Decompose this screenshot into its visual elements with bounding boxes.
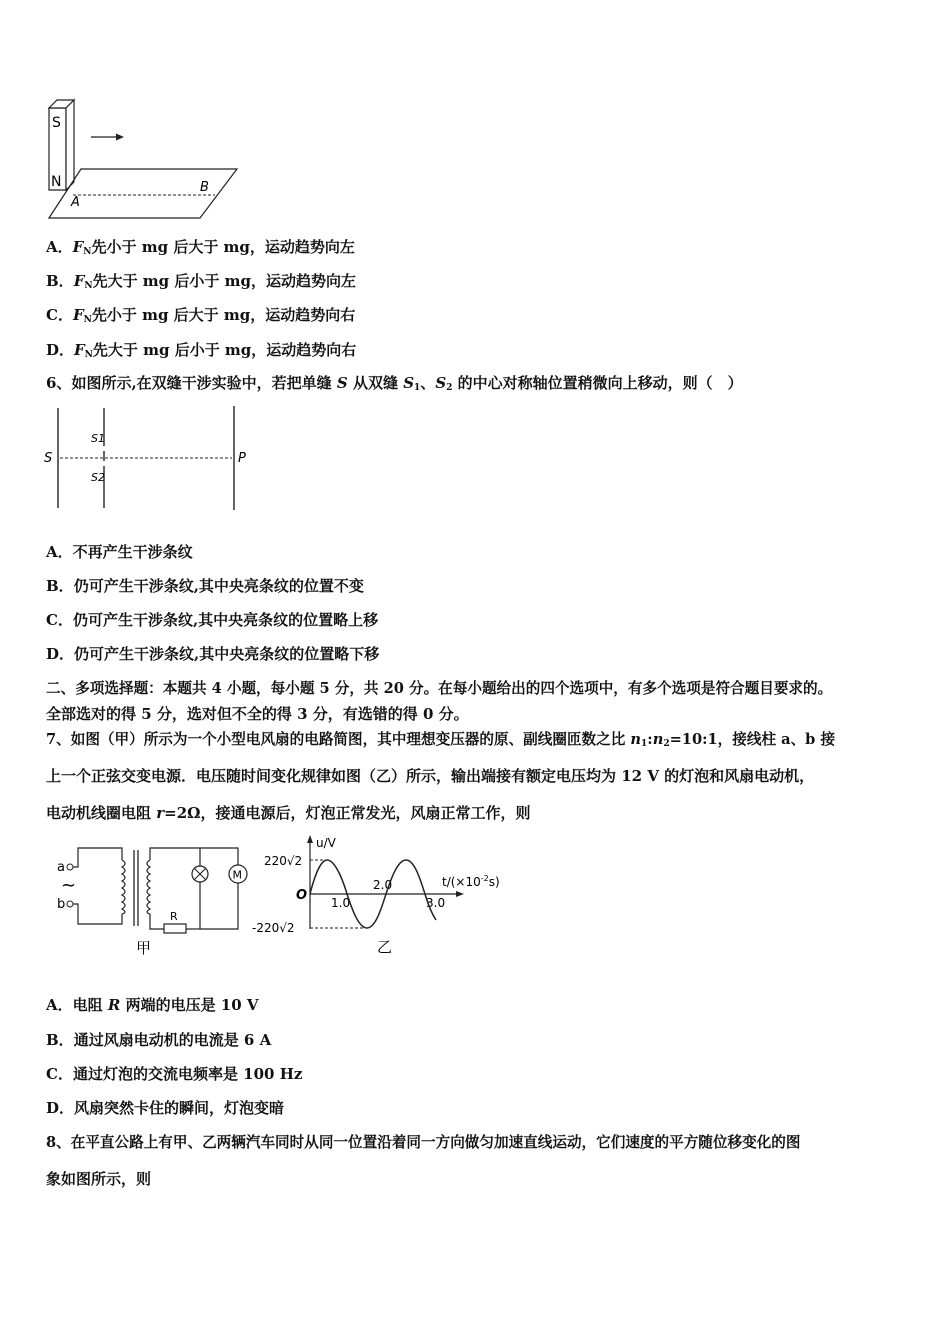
q7-option-a[interactable]: A．电阻 R 两端的电压是 10 V [46, 996, 259, 1014]
q8-stem-line1: 8、在平直公路上有甲、乙两辆汽车同时从同一位置沿着同一方向做匀加速直线运动，它们速度的平方随位移变化的图 [46, 1134, 801, 1151]
q7-option-c[interactable]: C．通过灯泡的交流电频率是 100 Hz [46, 1065, 303, 1083]
slit-s2-label: S2 [91, 471, 105, 484]
resistor-r-label: R [170, 910, 178, 923]
v-max-label: 220√2 [264, 854, 303, 868]
resistor-r [164, 924, 186, 933]
terminal-b-label: b [57, 897, 66, 912]
q7-stem-line1: 7、如图（甲）所示为一个小型电风扇的电路简图，其中理想变压器的原、副线圈匝数之比 $n_1:n_2=10:1$，接线柱 a、b 接 [46, 731, 836, 749]
q5-option-d[interactable]: D．$F_N$先大于 mg 后小于 mg，运动趋势向右 [46, 341, 357, 360]
tick-1: 1.0 [331, 896, 351, 910]
ac-source-symbol: ~ [61, 875, 77, 896]
terminal-a-label: a [57, 860, 65, 875]
slit-s-label: S [44, 451, 53, 466]
terminal-a [67, 864, 73, 870]
q7-option-b[interactable]: B．通过风扇电动机的电流是 6 A [46, 1031, 272, 1049]
section2-line1: 二、多项选择题：本题共 4 小题，每小题 5 分，共 20 分。在每小题给出的四个选项中，有多个选项是符合题目要求的。 [46, 680, 833, 697]
loop-b-label: B [200, 180, 209, 195]
q6-option-b[interactable]: B．仍可产生干涉条纹,其中央亮条纹的位置不变 [46, 577, 364, 595]
q6-option-d[interactable]: D．仍可产生干涉条纹,其中央亮条纹的位置略下移 [46, 645, 380, 663]
loop-a-label: A [71, 195, 80, 210]
q5-option-c[interactable]: C．$F_N$先小于 mg 后大于 mg，运动趋势向右 [46, 306, 356, 325]
q7-option-d[interactable]: D．风扇突然卡住的瞬间，灯泡变暗 [46, 1099, 285, 1117]
screen-p-label: P [238, 451, 246, 466]
q7-stem-line2: 上一个正弦交变电源．电压随时间变化规律如图（乙）所示，输出端接有额定电压均为 12 V 的灯泡和风扇电动机， [46, 767, 815, 785]
section2-line2: 全部选对的得 5 分，选对但不全的得 3 分，有选错的得 0 分。 [46, 705, 469, 723]
magnet-loop-figure [44, 98, 244, 222]
graph-caption: 乙 [377, 938, 393, 956]
magnet-n-label: N [51, 174, 62, 190]
q7-voltage-graph [252, 834, 532, 958]
terminal-b [67, 901, 73, 907]
q6-option-c[interactable]: C．仍可产生干涉条纹,其中央亮条纹的位置略上移 [46, 611, 379, 629]
q6-stem: 6、如图所示,在双缝干涉实验中，若把单缝 S 从双缝 $S_1$、$S_2$ 的中心对称轴位置稍微向上移动，则（ ） [46, 374, 743, 393]
q8-stem-line2: 象如图所示，则 [46, 1170, 152, 1188]
v-min-label: -220√2 [252, 921, 295, 935]
circuit-caption: 甲 [136, 939, 152, 957]
tick-2: 2.0 [373, 878, 393, 892]
tick-3: 3.0 [426, 896, 446, 910]
q7-stem-line3: 电动机线圈电阻 r=2Ω，接通电源后，灯泡正常发光，风扇正常工作，则 [46, 804, 531, 822]
magnet-s-label: S [52, 115, 61, 131]
motor-label: M [232, 868, 242, 882]
double-slit-figure [44, 402, 254, 514]
q6-option-a[interactable]: A．不再产生干涉条纹 [46, 543, 193, 561]
origin-label: O [296, 888, 308, 903]
u-axis-label: u/V [316, 836, 336, 850]
q5-option-b[interactable]: B．$F_N$先大于 mg 后小于 mg，运动趋势向左 [46, 272, 356, 291]
slit-s1-label: S1 [91, 432, 105, 445]
t-axis-label: $t/(\times 10^{-2}s)$ [442, 874, 500, 889]
q7-circuit-figure [52, 836, 252, 958]
q5-option-a[interactable]: A．$F_N$先小于 mg 后大于 mg，运动趋势向左 [46, 238, 355, 257]
